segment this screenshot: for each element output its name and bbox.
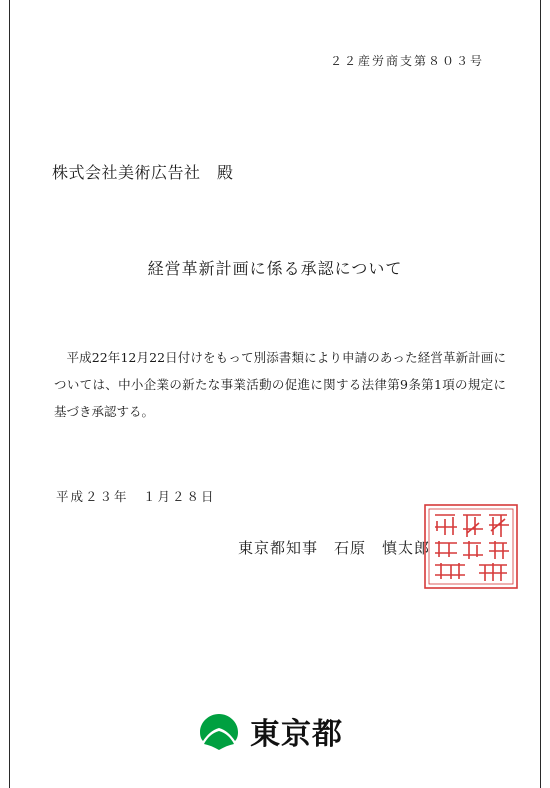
addressee: 株式会社美術広告社 殿 xyxy=(52,163,234,182)
signer-name: 東京都知事 石原 慎太郎 xyxy=(238,539,431,557)
document-body xyxy=(54,344,506,425)
ginkgo-leaf-icon xyxy=(196,708,242,754)
issue-date: 平成２３年 １月２８日 xyxy=(56,489,216,504)
logo-text: 東京都 xyxy=(250,717,343,752)
body-paragraph: 平成22年12月22日付けをもって別添書類により申請のあった経営革新計画については、中小企業の新たな事業活動の促進に関する法律第9条第1項の規定に基づき承認する。 xyxy=(54,350,506,419)
page-border-left xyxy=(9,0,10,788)
page-border-right xyxy=(540,0,541,788)
document-subject: 経営革新計画に係る承認について xyxy=(147,259,403,278)
document-number: ２２産労商支第８０３号 xyxy=(329,54,484,68)
official-seal-icon xyxy=(423,503,519,590)
tokyo-metropolis-logo xyxy=(196,706,343,756)
